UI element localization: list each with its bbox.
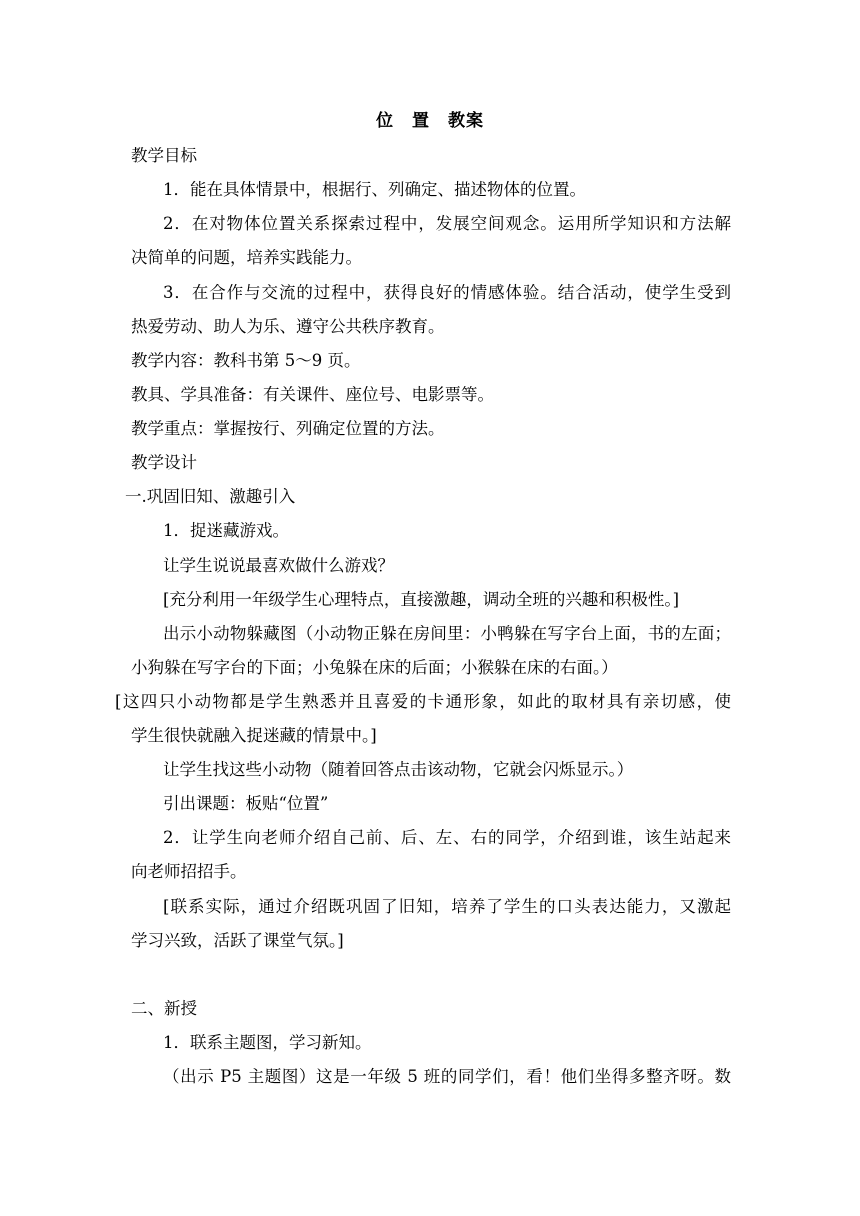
step-1-note: [充分利用一年级学生心理特点，直接激趣，调动全班的兴趣和积极性。] (163, 590, 680, 609)
step-2-note-line-2: 学习兴致，活跃了课堂气氛。] (131, 931, 344, 950)
animal-note-line-2: 学生很快就融入捉迷藏的情景中。] (131, 726, 377, 745)
goal-2-line-1: 2．在对物体位置关系探索过程中，发展空间观念。运用所学知识和方法解 (163, 214, 731, 233)
animal-picture-line-1: 出示小动物躲藏图（小动物正躲在房间里：小鸭躲在写字台上面，书的左面； (163, 624, 731, 643)
theme-picture-line: （出示 P5 主题图）这是一年级 5 班的同学们，看！他们坐得多整齐呀。数 (163, 1067, 731, 1086)
step-1-question: 让学生说说最喜欢做什么游戏？ (163, 556, 394, 575)
section-1-heading: 一.巩固旧知、激趣引入 (125, 487, 296, 506)
animal-note-line-1: [这四只小动物都是学生熟悉并且喜爱的卡通形象，如此的取材具有亲切感，使 (115, 692, 731, 711)
teaching-focus: 教学重点：掌握按行、列确定位置的方法。 (131, 419, 445, 438)
teaching-content: 教学内容：教科书第 5～9 页。 (131, 351, 361, 370)
find-animals: 让学生找这些小动物（随着回答点击该动物，它就会闪烁显示。） (163, 760, 634, 779)
goal-2-line-2: 决简单的问题，培养实践能力。 (131, 248, 362, 267)
heading-teaching-goals: 教学目标 (131, 146, 197, 165)
heading-teaching-design: 教学设计 (131, 453, 197, 472)
teaching-materials: 教具、学具准备：有关课件、座位号、电影票等。 (131, 385, 494, 404)
section-2-heading: 二、新授 (131, 999, 197, 1018)
goal-3-line-1: 3．在合作与交流的过程中，获得良好的情感体验。结合活动，使学生受到 (163, 283, 731, 302)
goal-1: 1．能在具体情景中，根据行、列确定、描述物体的位置。 (163, 180, 586, 199)
step-2-line-2: 向老师招招手。 (131, 862, 247, 881)
new-step-1: 1．联系主题图，学习新知。 (163, 1033, 372, 1052)
introduce-topic: 引出课题：板贴“位置” (163, 794, 329, 813)
step-2-note-line-1: [联系实际，通过介绍既巩固了旧知，培养了学生的口头表达能力，又激起 (163, 897, 731, 916)
animal-picture-line-2: 小狗躲在写字台的下面；小兔躲在床的后面；小猴躲在床的右面。） (131, 658, 618, 677)
goal-3-line-2: 热爱劳动、助人为乐、遵守公共秩序教育。 (131, 317, 445, 336)
step-1: 1．捉迷藏游戏。 (163, 521, 289, 540)
page-title: 位 置 教案 (376, 111, 484, 131)
step-2-line-1: 2．让学生向老师介绍自己前、后、左、右的同学，介绍到谁，该生站起来 (163, 828, 731, 847)
